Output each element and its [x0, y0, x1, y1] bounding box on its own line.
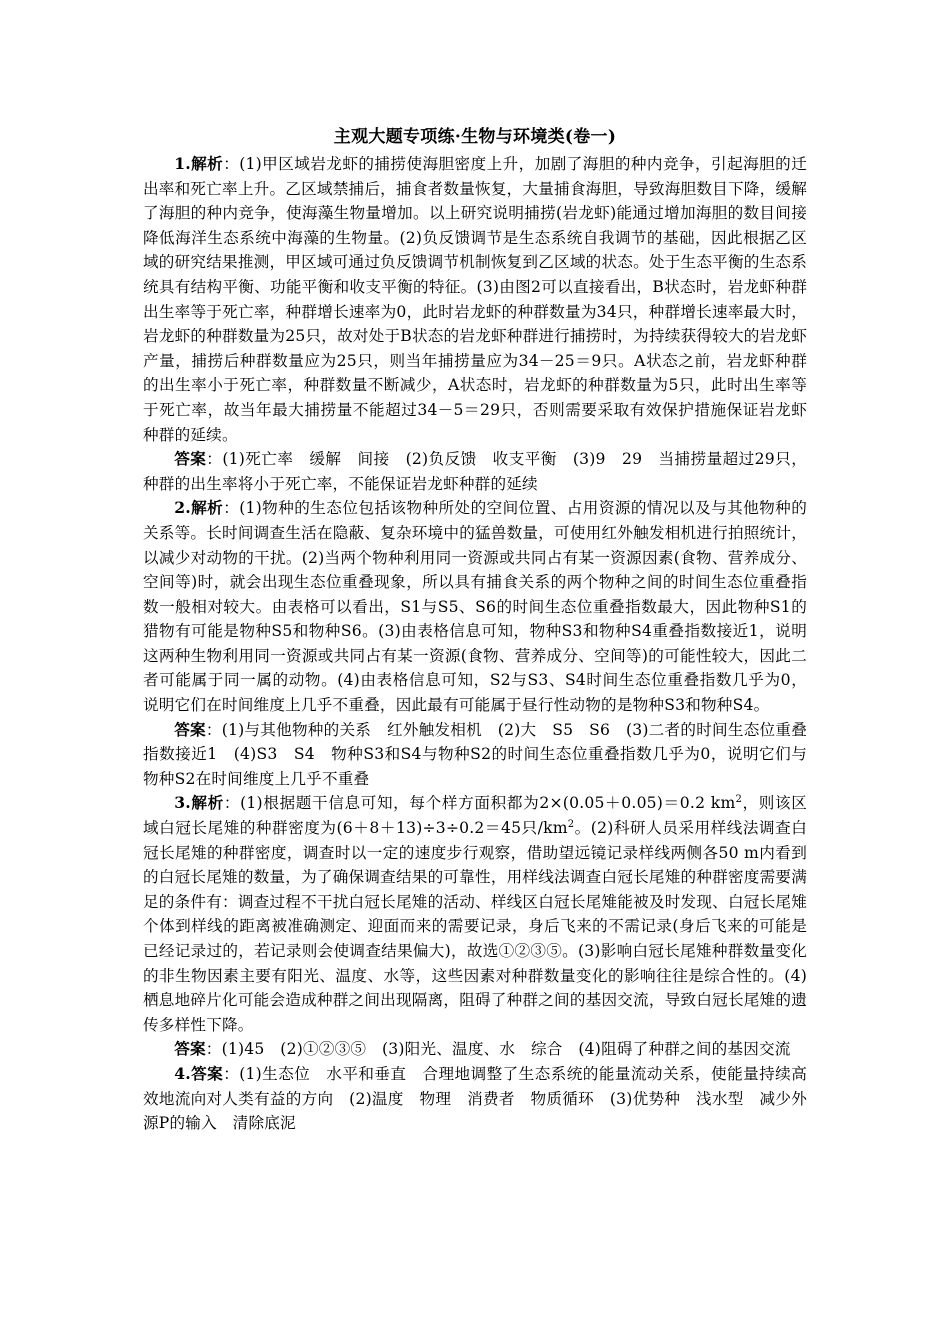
q3-analysis-sep: ： — [223, 794, 241, 813]
q2-number: 2. — [174, 498, 191, 518]
q1-number: 1. — [174, 154, 191, 173]
q2-analysis-label: 解析 — [190, 498, 224, 518]
document-title: 主观大题专项练·生物与环境类(卷一) — [333, 127, 617, 147]
q4-number: 4. — [174, 1063, 191, 1083]
q2-answer-label: 答案 — [174, 719, 206, 739]
q3-answer — [143, 1037, 807, 1062]
q3-analysis-text-a: (1)根据题干信息可知，每个样方面积都为2×(0.05＋0.05)＝0.2 km — [240, 794, 736, 813]
q2-analysis — [143, 496, 807, 717]
q1-analysis-text: (1)甲区域岩龙虾的捕捞使海胆密度上升，加剧了海胆的种内竞争，引起海胆的迁出率和死亡率上升。乙区域禁捕后，捕食者数量恢复，大量捕食海胆，导致海胆数目下降，缓解了海胆的种内竞争，使海藻生物量增加。以上研究说明捕捞(岩龙虾)能通过增加海胆的数目间接降低海洋生态系统中海藻的生物量。(2)负反馈调节是生态系统自我调节的基础，因此根据乙区域的研究结果推测，甲区域可通过负反馈调节机制恢复到乙区域的状态。处于生态平衡的生态系统具有结构平衡、功能平衡和收支平衡的特征。(3)由图2可以直接看出，B状态时，岩龙虾种群出生率等于死亡率，种群增长速率为0，此时岩龙虾的种群数量为34只，种群增长速率最大时，岩龙虾的种群数量为25只，故对处于B状态的岩龙虾种群进行捕捞时，为持续获得较大的岩龙虾产量，捕捞后种群数量应为25只，则当年捕捞量应为34－25＝9只。A状态之前，岩龙虾种群的出生率小于死亡率，种群数量不断减少，A状态时，岩龙虾的种群数量为5只，此时出生率等于死亡率，故当年最大捕捞量不能超过34－5＝29只，否则需要采取有效保护措施保证岩龙虾种群的延续。 — [143, 155, 808, 444]
q3-superscript-a: 2 — [735, 794, 742, 806]
q1-analysis-label: 解析 — [190, 154, 224, 173]
q2-answer-sep: ： — [205, 720, 222, 739]
q1-answer-label: 答案 — [174, 449, 207, 469]
q2-analysis-sep: ： — [223, 499, 240, 518]
q4-answer-text: (1)生态位 水平和垂直 合理地调整了生态系统的能量流动关系，使能量持续高效地流向对人类有益的方向 (2)温度 物理 消费者 物质循环 (3)优势种 浅水型 减少外源P的输入 清除底泥 — [143, 1064, 808, 1133]
q3-answer-text: (1)45 (2)①②③⑤ (3)阳光、温度、水 综合 (4)阻碍了种群之间的基因交流 — [221, 1040, 791, 1059]
document-page — [143, 126, 807, 1136]
q4-answer-sep: ： — [223, 1064, 240, 1083]
q3-superscript-b: 2 — [567, 818, 575, 830]
q2-analysis-text: (1)物种的生态位包括该物种所处的空间位置、占用资源的情况以及与其他物种的关系等。长时间调查生活在隐蔽、复杂环境中的猛兽数量，可使用红外触发相机进行拍照统计，以减少对动物的干扰。(2)当两个物种利用同一资源或共同占有某一资源因素(食物、营养成分、空间等)时，就会出现生态位重叠现象，所以具有捕食关系的两个物种之间的时间生态位重叠指数一般相对较大。由表格可以看出，S1与S5、S6的时间生态位重叠指数最大，因此物种S1的猎物有可能是物种S5和物种S6。(3)由表格信息可知，物种S3和物种S4重叠指数接近1，说明这两种生物利用同一资源或共同占有某一资源(食物、营养成分、空间等)的可能性较大，因此二者可能属于同一属的动物。(4)由表格信息可知，S2与S3、S4时间生态位重叠指数几乎为0，说明它们在时间维度上几乎不重叠，因此最有可能属于昼行性动物的是物种S3和物种S4。 — [143, 499, 808, 715]
q1-analysis — [143, 152, 807, 447]
q3-analysis-text-c: 。(2)科研人员采用样线法调查白冠长尾雉的种群密度，调查时以一定的速度步行观察，借助望远镜记录样线两侧各50 m内看到的白冠长尾雉的数量，为了确保调查结果的可靠性，用样线法调查白冠长尾雉的种群密度需要满足的条件有：调查过程不干扰白冠长尾雉的活动、样线区白冠长尾雉能被及时发现、白冠长尾雉个体到样线的距离被准确测定、迎面而来的需要记录，身后飞来的不需记录(身后飞来的可能是已经记录过的，若记录则会使调查结果偏大)，故选①②③⑤。(3)影响白冠长尾雉种群数量变化的非生物因素主要有阳光、温度、水等，这些因素对种群数量变化的影响往往是综合性的。(4)栖息地碎片化可能会造成种群之间出现隔离，阻碍了种群之间的基因交流，导致白冠长尾雉的遗传多样性下降。 — [143, 819, 807, 1034]
q1-answer-sep: ： — [206, 450, 223, 469]
q2-answer-text: (1)与其他物种的关系 红外触发相机 (2)大 S5 S6 (3)二者的时间生态位重叠指数接近1 (4)S3 S4 物种S3和S4与物种S2的时间生态位重叠指数几乎为0，说明它们与物种S2在时间维度上几乎不重叠 — [143, 720, 807, 788]
q1-answer-text: (1)死亡率 缓解 间接 (2)负反馈 收支平衡 (3)9 29 当捕捞量超过29只，种群的出生率将小于死亡率，不能保证岩龙虾种群的延续 — [143, 450, 807, 493]
q3-answer-label: 答案 — [174, 1039, 206, 1059]
q3-analysis-label: 解析 — [190, 793, 224, 813]
q3-analysis-text-b: ，则该区域白冠长尾雉的种群密度为(6＋8＋13)÷3÷0.2＝45只/km — [143, 794, 807, 838]
q4-answer — [143, 1062, 807, 1136]
q3-answer-sep: ： — [205, 1040, 222, 1059]
q1-answer — [143, 447, 807, 496]
q4-answer-label: 答案 — [190, 1063, 224, 1083]
q3-analysis — [143, 791, 807, 1037]
q3-number: 3. — [174, 793, 191, 813]
q1-analysis-sep: ： — [223, 155, 240, 173]
q2-answer — [143, 718, 807, 792]
